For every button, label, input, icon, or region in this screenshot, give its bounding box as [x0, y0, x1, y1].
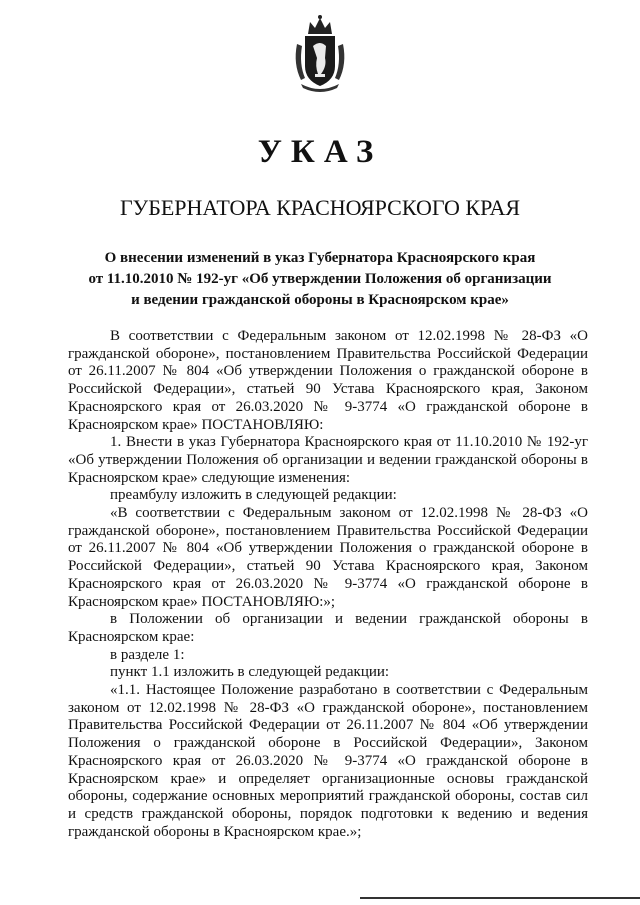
document-subtitle: ГУБЕРНАТОРА КРАСНОЯРСКОГО КРАЯ [119, 195, 521, 220]
coat-of-arms-emblem [291, 14, 349, 94]
body-paragraph: «В соответствии с Федеральным законом от 12.02.1998 № 28-ФЗ «О гражданской обороне», постановлением Правительства Российской Федерации от 26.11.2007 № 804 «Об утверждении Положения о гражданской обороне в Российской Федерации», статьей 90 Устава Красноярского края, Законом Красноярского края от 26.03.2020 № 9-3774 «О гражданской обороне в Красноярском крае» ПОСТАНОВЛЯЮ:»; [68, 505, 588, 610]
body-paragraph: в разделе 1: [110, 646, 185, 663]
heading-line: О внесении изменений в указ Губернатора Красноярского края [104, 250, 536, 266]
body-paragraph: В соответствии с Федеральным законом от 12.02.1998 № 28-ФЗ «О гражданской обороне», постановлением Правительства Российской Федерации от 26.11.2007 № 804 «Об утверждении Положения о гражданской обороне в Российской Федерации», статьей 90 Устава Красноярского края, Законом Красноярского края от 26.03.2020 № 9-3774 «О гражданской обороне в Красноярском крае» ПОСТАНОВЛЯЮ: [68, 328, 588, 433]
document-body [68, 328, 588, 841]
document-title: УКАЗ [257, 134, 383, 170]
decree-heading [60, 248, 580, 311]
body-paragraph: пункт 1.1 изложить в следующей редакции: [110, 664, 390, 681]
scan-edge-line [360, 897, 640, 899]
heading-line: от 11.10.2010 № 192-уг «Об утверждении Положения об организации [88, 271, 552, 287]
heading-line: и ведении гражданской обороны в Красноярском крае» [131, 292, 509, 308]
body-paragraph: «1.1. Настоящее Положение разработано в соответствии с Федеральным законом от 12.02.1998 № 28-ФЗ «О гражданской обороне», постановлением Правительства Российской Федерации от 26.11.2007 № 804 «Об утверждении Положения о гражданской обороне в Российской Федерации», Законом Красноярского края от 26.03.2020 № 9-3774 «О гражданской обороне в Красноярском крае» и определяет организационные основы гражданской обороны, содержание основных мероприятий гражданской обороны, состав сил и средств гражданской обороны, порядок подготовки к ведению и ведения гражданской обороны в Красноярском крае.»; [68, 682, 588, 840]
body-paragraph: преамбулу изложить в следующей редакции: [110, 487, 397, 504]
body-paragraph: 1. Внести в указ Губернатора Красноярского края от 11.10.2010 № 192-уг «Об утверждении Положения об организации и ведении гражданской обороны в Красноярском крае» следующие изменения: [68, 434, 588, 486]
body-paragraph: в Положении об организации и ведении гражданской обороны в Красноярском крае: [68, 611, 588, 645]
